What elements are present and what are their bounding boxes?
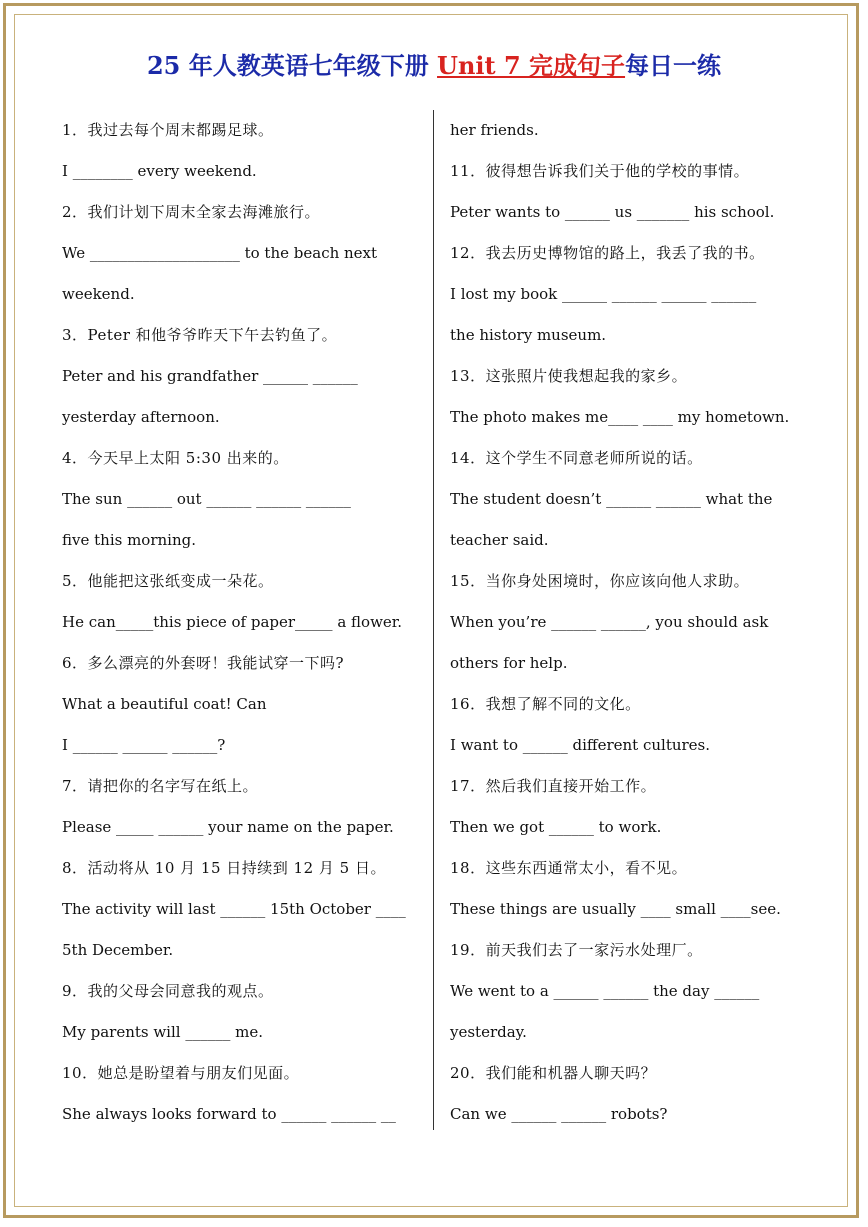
- exercise-line: 20．我们能和机器人聊天吗？: [450, 1064, 657, 1082]
- exercise-line: The student doesn’t ______ ______ what the: [450, 490, 773, 508]
- exercise-line: 2．我们计划下周末全家去海滩旅行。: [62, 203, 321, 221]
- exercise-line: 3．Peter 和他爷爷昨天下午去钓鱼了。: [62, 326, 338, 344]
- exercise-line: When you’re ______ ______, you should ask: [450, 613, 769, 631]
- exercise-line: 5th December.: [62, 941, 174, 959]
- exercise-line: yesterday afternoon.: [62, 408, 220, 426]
- exercise-line: Can we ______ ______ robots?: [450, 1105, 668, 1123]
- worksheet-title: [0, 46, 868, 81]
- exercise-line: These things are usually ____ small ____see.: [450, 900, 781, 918]
- exercise-line: I lost my book ______ ______ ______ ______: [450, 285, 757, 303]
- exercise-line: weekend.: [62, 285, 135, 303]
- exercise-line: 9．我的父母会同意我的观点。: [62, 982, 274, 1000]
- left-column: [62, 117, 424, 1142]
- exercise-line: I want to ______ different cultures.: [450, 736, 711, 754]
- exercise-line: Peter wants to ______ us _______ his school.: [450, 203, 775, 221]
- exercise-line: 16．我想了解不同的文化。: [450, 695, 641, 713]
- exercise-line: five this morning.: [62, 531, 196, 549]
- exercise-line: Peter and his grandfather ______ ______: [62, 367, 358, 385]
- exercise-line: 10．她总是盼望着与朋友们见面。: [62, 1064, 300, 1082]
- exercise-line: She always looks forward to ______ ______ __: [62, 1105, 396, 1123]
- exercise-line: 14．这个学生不同意老师所说的话。: [450, 449, 703, 467]
- exercise-line: We went to a ______ ______ the day ______: [450, 982, 760, 1000]
- exercise-line: 15．当你身处困境时，你应该向他人求助。: [450, 572, 750, 590]
- exercise-line: the history museum.: [450, 326, 607, 344]
- exercise-line: 18．这些东西通常太小，看不见。: [450, 859, 688, 877]
- exercise-line: Please _____ ______ your name on the paper.: [62, 818, 394, 836]
- exercise-line: her friends.: [450, 121, 539, 139]
- title-suffix: 每日一练: [625, 51, 722, 80]
- exercise-line: I ________ every weekend.: [62, 162, 257, 180]
- exercise-line: The photo makes me____ ____ my hometown.: [450, 408, 790, 426]
- exercise-line: teacher said.: [450, 531, 549, 549]
- exercise-line: My parents will ______ me.: [62, 1023, 263, 1041]
- exercise-line: others for help.: [450, 654, 568, 672]
- right-column: [450, 117, 815, 1142]
- exercise-line: 19．前天我们去了一家污水处理厂。: [450, 941, 703, 959]
- exercise-line: 1．我过去每个周末都踢足球。: [62, 121, 274, 139]
- exercise-line: yesterday.: [450, 1023, 527, 1041]
- title-prefix: 25 年人教英语七年级下册: [146, 51, 438, 80]
- exercise-line: 12．我去历史博物馆的路上，我丢了我的书。: [450, 244, 765, 262]
- exercise-line: The sun ______ out ______ ______ ______: [62, 490, 351, 508]
- column-divider: [433, 110, 434, 1130]
- exercise-line: 4．今天早上太阳 5:30 出来的。: [62, 449, 289, 467]
- exercise-line: 7．请把你的名字写在纸上。: [62, 777, 259, 795]
- exercise-line: 17．然后我们直接开始工作。: [450, 777, 657, 795]
- exercise-line: 11．彼得想告诉我们关于他的学校的事情。: [450, 162, 750, 180]
- exercise-line: The activity will last ______ 15th October ____: [62, 900, 406, 918]
- title-unit-highlight: Unit 7 完成句子: [437, 51, 626, 80]
- exercise-line: We ____________________ to the beach next: [62, 244, 378, 262]
- exercise-line: 5．他能把这张纸变成一朵花。: [62, 572, 274, 590]
- exercise-line: 6．多么漂亮的外套呀！我能试穿一下吗?: [62, 654, 345, 672]
- exercise-line: 8．活动将从 10 月 15 日持续到 12 月 5 日。: [62, 859, 386, 877]
- exercise-line: What a beautiful coat! Can: [62, 695, 267, 713]
- exercise-line: 13．这张照片使我想起我的家乡。: [450, 367, 688, 385]
- exercise-line: I ______ ______ ______?: [62, 736, 226, 754]
- exercise-line: He can_____this piece of paper_____ a flower.: [62, 613, 403, 631]
- exercise-line: Then we got ______ to work.: [450, 818, 662, 836]
